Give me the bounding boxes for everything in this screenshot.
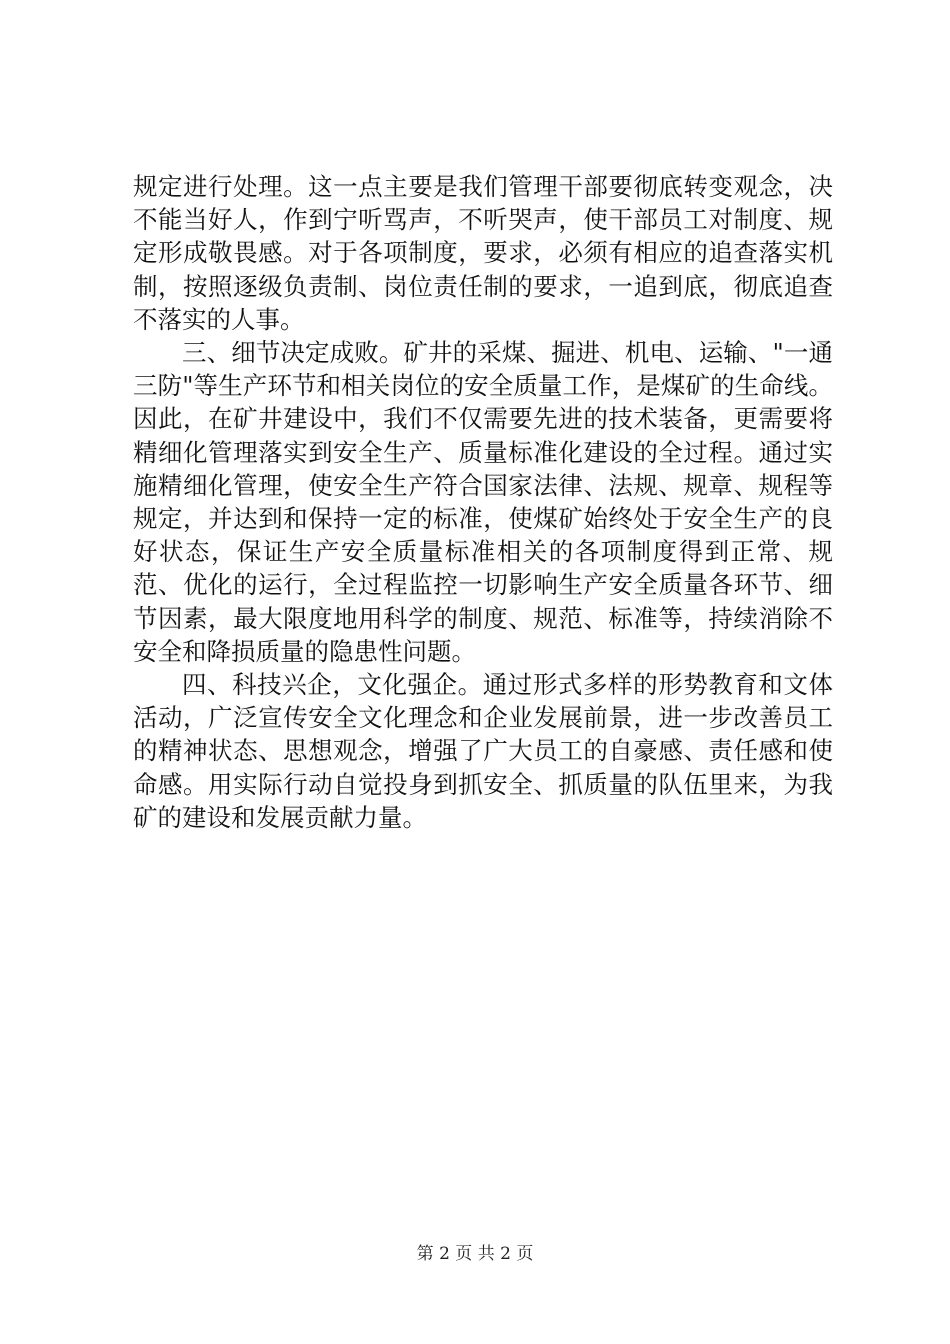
paragraph-regulation-handling: 规定进行处理。这一点主要是我们管理干部要彻底转变观念，决不能当好人，作到宁听骂声，不听哭声，使干部员工对制度、规定形成敬畏感。对于各项制度，要求，必须有相应的追查落实机制，按照逐级负责制、岗位责任制的要求，一追到底，彻底追查不落实的人事。 bbox=[133, 172, 833, 334]
paragraph-technology-culture: 四、科技兴企，文化强企。通过形式多样的形势教育和文体活动，广泛宣传安全文化理念和企业发展前景，进一步改善员工的精神状态、思想观念，增强了广大员工的自豪感、责任感和使命感。用实际行动自觉投身到抓安全、抓质量的队伍里来，为我矿的建设和发展贡献力量。 bbox=[133, 670, 833, 832]
page-footer bbox=[0, 1244, 950, 1264]
page-number-label: 第 2 页 共 2 页 bbox=[416, 1244, 534, 1264]
document-body bbox=[133, 170, 833, 834]
paragraph-details-decide-success: 三、细节决定成败。矿井的采煤、掘进、机电、运输、"一通三防"等生产环节和相关岗位的安全质量工作，是煤矿的生命线。因此，在矿井建设中，我们不仅需要先进的技术装备，更需要将精细化管理落实到安全生产、质量标准化建设的全过程。通过实施精细化管理，使安全生产符合国家法律、法规、规章、规程等规定，并达到和保持一定的标准，使煤矿始终处于安全生产的良好状态，保证生产安全质量标准相关的各项制度得到正常、规范、优化的运行，全过程监控一切影响生产安全质量各环节、细节因素，最大限度地用科学的制度、规范、标准等，持续消除不安全和降损质量的隐患性问题。 bbox=[133, 338, 833, 666]
